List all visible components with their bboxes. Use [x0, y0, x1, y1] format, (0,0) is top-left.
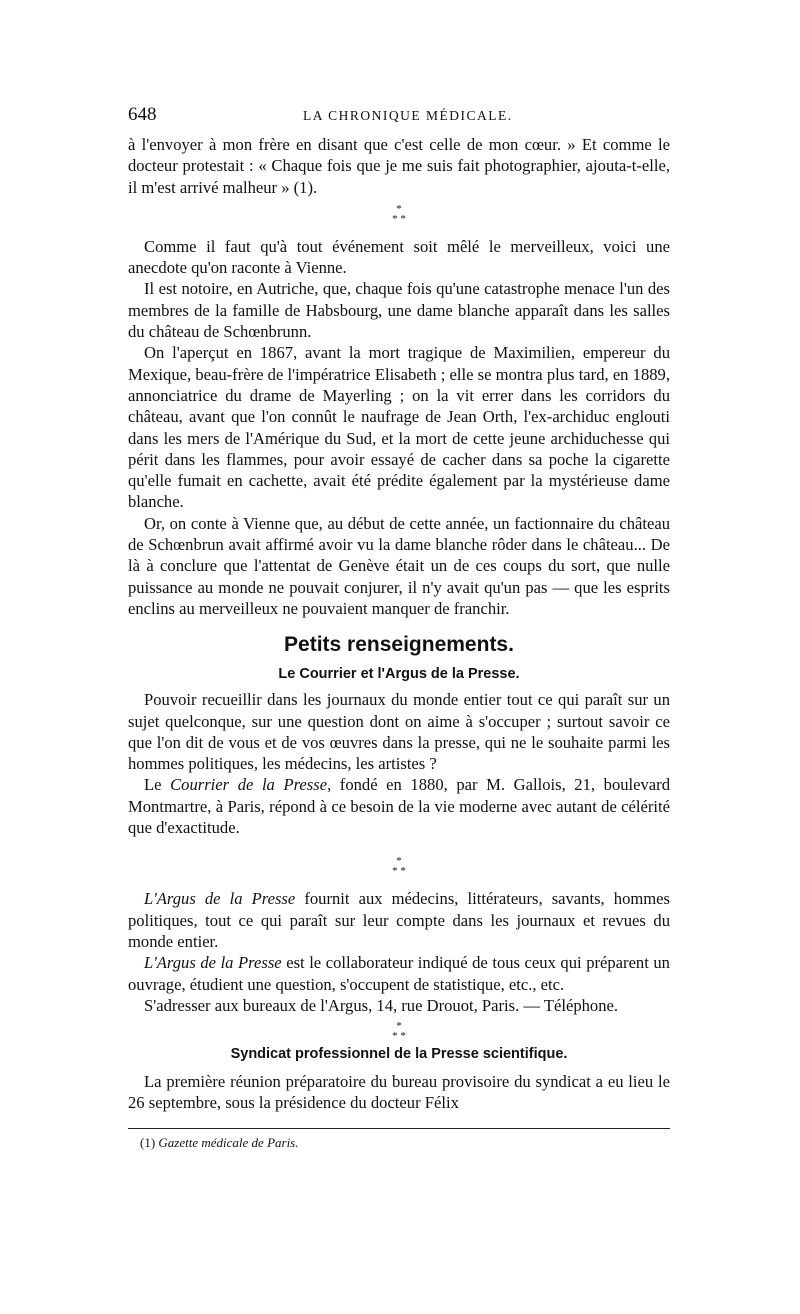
- paragraph-2: Comme il faut qu'à tout événement soit mêlé le merveilleux, voici une anecdote qu'on raconte à Vienne.: [128, 236, 670, 278]
- paragraph-5: Or, on conte à Vienne que, au début de cette année, un factionnaire du château de Schœnbrun avait affirmé avoir vu la dame blanche rôder dans le château... De là à conclure que l'attentat de Genève était un de ces coups du sort, que nulle puissance au monde ne pouvait conjurer, il n'y avait qu'un pas — que les esprits enclins au merveilleux ne pouvaient manquer de franchir.: [128, 513, 670, 618]
- asterism-top: *: [396, 1020, 402, 1033]
- asterism-1: [128, 204, 670, 224]
- p7-pre: Le: [144, 775, 171, 795]
- footnote: [128, 1135, 670, 1151]
- paragraph-6: Pouvoir recueillir dans les journaux du monde entier tout ce qui paraît sur un sujet quelconque, sur une question dont on aime à s'occuper ; surtout savoir ce que l'on dit de vous et de vos œuvres dans la presse, qui ne le souhaite parmi les hommes politiques, les médecins, les artistes ?: [128, 690, 670, 774]
- p9-post: est le collaborateur indiqué de tous ceux qui préparent un ouvrage, étudient une question, s'occupent de statistique, etc., etc.: [128, 953, 670, 994]
- footnote-text: Gazette médicale de Paris.: [158, 1134, 299, 1150]
- running-header: [128, 104, 670, 134]
- asterism-top: *: [396, 855, 402, 868]
- paragraph-4: On l'aperçut en 1867, avant la mort tragique de Maximilien, empereur du Mexique, beau-frère de l'impératrice Elisabeth ; elle se montra plus tard, en 1889, annonciatrice du drame de Mayerling ; on la vit errer dans les corridors du château, avant que l'on connût le naufrage de Jean Orth, l'ex-archiduc englouti dans les mers de l'Amérique du Sud, et la mort de cette jeune archiduchesse qui périt dans les flammes, pour avoir essayé de cacher dans sa poche la cigarette qu'elle fumait en cachette, avait été prédite également par la mystérieuse dame blanche.: [128, 343, 670, 512]
- subsection-title-syndicat: Syndicat professionnel de la Presse scientifique.: [230, 1046, 568, 1063]
- running-title: LA CHRONIQUE MÉDICALE.: [303, 108, 513, 123]
- asterism-bottom: * *: [392, 865, 406, 878]
- asterism-top: *: [396, 202, 402, 215]
- subsection-title-argus: Le Courrier et l'Argus de la Presse.: [278, 666, 520, 683]
- paragraph-8: [128, 888, 670, 952]
- asterism-bottom: * *: [392, 1030, 406, 1043]
- p8-post: fournit aux médecins, littérateurs, savants, hommes politiques, tout ce qui paraît sur leur compte dans les journaux et revues du monde entier.: [128, 889, 670, 951]
- paragraph-7: [128, 774, 670, 838]
- footnote-marker: (1): [140, 1134, 156, 1150]
- page: [128, 104, 670, 1151]
- footnote-rule: [128, 1128, 670, 1129]
- paragraph-9: [128, 952, 670, 995]
- asterism-bottom: * *: [392, 212, 406, 225]
- asterism-3: [128, 1021, 670, 1041]
- courrier-title: Courrier de la Presse,: [170, 775, 332, 795]
- argus-title: L'Argus de la Presse: [144, 889, 296, 909]
- paragraph-1: à l'envoyer à mon frère en disant que c'est celle de mon cœur. » Et comme le docteur protestait : « Chaque fois que je me suis fait photographier, ajouta-t-elle, il m'est arrivé malheur » (1).: [128, 135, 670, 197]
- paragraph-3: Il est notoire, en Autriche, que, chaque fois qu'une catastrophe menace l'un des membres de la famille de Habsbourg, une dame blanche apparaît dans les salles du château de Schœnbrunn.: [128, 279, 670, 342]
- p7-post: fondé en 1880, par M. Gallois, 21, boulevard Montmartre, à Paris, répond à ce besoin de la vie moderne avec autant de célérité que d'exactitude.: [128, 775, 670, 838]
- argus-title: L'Argus de la Presse: [144, 953, 282, 973]
- paragraph-10: S'adresser aux bureaux de l'Argus, 14, rue Drouot, Paris. — Téléphone.: [144, 995, 619, 1015]
- asterism-2: [128, 856, 670, 876]
- section-title: Petits renseignements.: [284, 633, 514, 657]
- paragraph-11: La première réunion préparatoire du bureau provisoire du syndicat a eu lieu le 26 septembre, sous la présidence du docteur Félix: [128, 1072, 670, 1113]
- page-number: 648: [128, 104, 157, 125]
